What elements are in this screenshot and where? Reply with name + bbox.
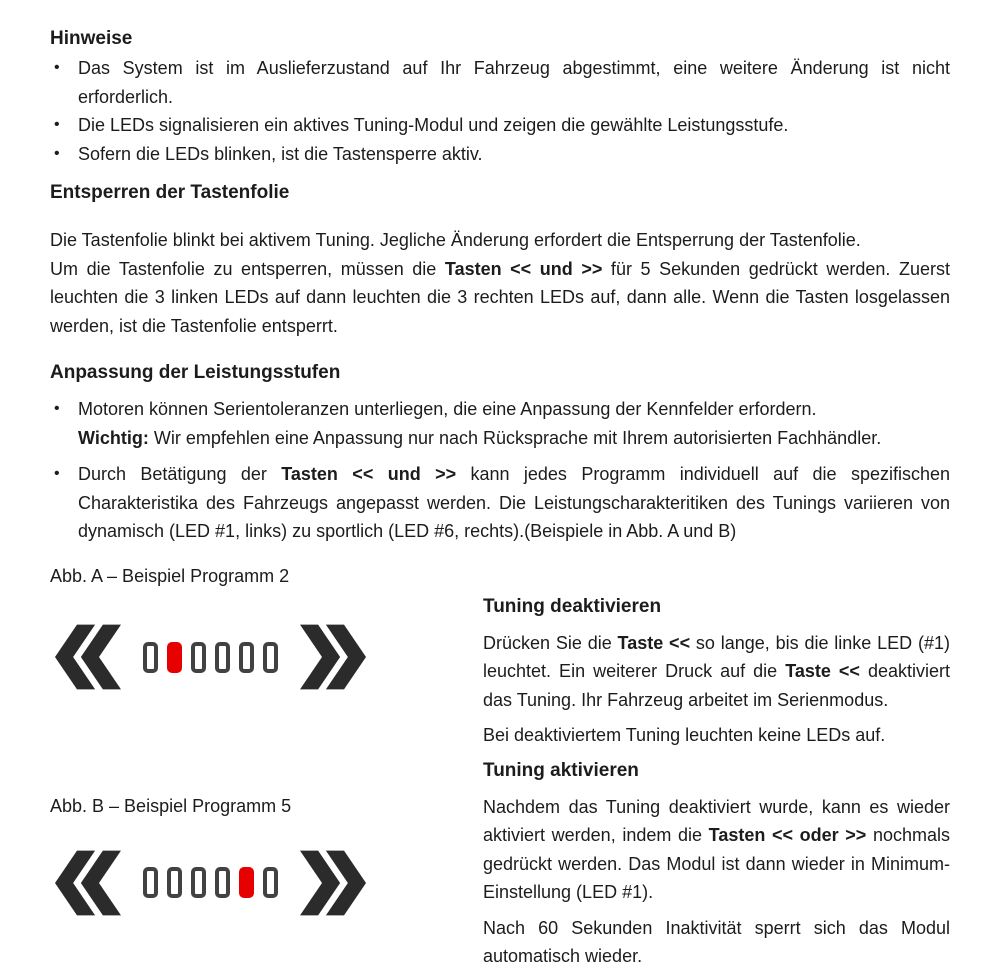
double-chevron-left-icon (55, 624, 121, 690)
instructions-column (483, 558, 950, 971)
anpassung-bullet-list (50, 395, 950, 546)
led-4 (215, 642, 230, 673)
bullet-text: Sofern die LEDs blinken, ist die Tastensperre aktiv. (78, 143, 483, 164)
list-item (50, 395, 950, 452)
text-run: nochmals gedrückt werden. Das Modul ist dann wieder in Minimum-Einstellung (LED #1). (483, 825, 950, 902)
heading-hinweise: Hinweise (50, 28, 133, 49)
led-6 (263, 642, 278, 673)
paragraph (50, 255, 950, 341)
section-entsperren (50, 180, 950, 340)
bold-text-run: Tasten << und >> (444, 258, 603, 279)
led-6 (263, 867, 278, 898)
text-run: deaktiviert das Tuning. Ihr Fahrzeug arbeitet im Serienmodus. (483, 661, 950, 710)
led-2 (167, 867, 182, 898)
list-item (50, 111, 950, 140)
bullet-text (78, 424, 950, 453)
bold-text-run: Taste << (617, 632, 691, 653)
list-item (50, 54, 950, 111)
bullet-text: Motoren können Serientoleranzen unterliegen, die eine Anpassung der Kennfelder erfordern. (78, 399, 817, 419)
bold-text-run: Tasten << oder >> (708, 825, 867, 845)
bullet-icon: • (54, 400, 60, 417)
text-run: kann jedes Programm individuell auf die spezifischen Charakteristika des Fahrzeugs angepasst werden. Die Leistungscharakteritiken des Tunings variieren von dynamisch (LED #1, links) zu sportlich (LED #6, rechts).(Beispiele in Abb. A und B) (78, 464, 950, 541)
heading-anpassung: Anpassung der Leistungsstufen (50, 362, 341, 383)
section-anpassung (50, 360, 950, 546)
bullet-icon: • (54, 465, 60, 482)
figure-b-label: Abb. B – Beispiel Programm 5 (50, 796, 292, 816)
led-4 (215, 867, 230, 898)
bold-text-run: Wichtig: (78, 427, 149, 448)
text-run: Um die Tastenfolie zu entsperren, müssen die (50, 258, 445, 279)
figures-column (50, 558, 483, 971)
led-row (143, 867, 278, 898)
list-item (50, 140, 950, 169)
text-run: Nachdem das Tuning deaktiviert wurde, kann es wieder aktiviert werden, indem die (483, 796, 950, 845)
entsperren-paragraphs (50, 226, 950, 340)
bold-text-run: Tasten << und >> (281, 464, 457, 484)
bullet-text: Die LEDs signalisieren ein aktives Tuning-Modul und zeigen die gewählte Leistungsstufe. (78, 115, 789, 135)
text-run: Durch Betätigung der (78, 464, 282, 484)
paragraph: Nach 60 Sekunden Inaktivität sperrt sich das Modul automatisch wieder. (483, 917, 950, 966)
bullet-text (78, 464, 950, 541)
double-chevron-right-icon (300, 624, 366, 690)
led-row (143, 642, 278, 673)
heading-tuning-aktivieren: Tuning aktivieren (483, 759, 639, 781)
bullet-icon: • (54, 59, 60, 76)
paragraph: Die Tastenfolie blinkt bei aktivem Tuning. Jegliche Änderung erfordert die Entsperrung der Tastenfolie. (50, 230, 861, 250)
led-1 (143, 867, 158, 898)
bullet-text: Das System ist im Auslieferzustand auf Ihr Fahrzeug abgestimmt, eine weitere Änderung ist nicht erforderlich. (78, 58, 950, 107)
bullet-icon: • (54, 116, 60, 133)
led-2-active (167, 642, 182, 673)
section-hinweise (50, 26, 950, 168)
text-run: Drücken Sie die (483, 632, 618, 653)
led-display-b (55, 848, 483, 918)
bold-text-run: Taste << (785, 661, 860, 681)
led-5 (239, 642, 254, 673)
led-display-a (55, 622, 483, 692)
led-5-active (239, 867, 254, 898)
double-chevron-right-icon (300, 850, 366, 916)
paragraph (483, 629, 950, 715)
heading-tuning-deaktivieren: Tuning deaktivieren (483, 595, 662, 617)
list-item (50, 460, 950, 546)
paragraph: Bei deaktiviertem Tuning leuchten keine LEDs auf. (483, 725, 886, 745)
paragraph (483, 793, 950, 907)
text-run: Wir empfehlen eine Anpassung nur nach Rücksprache mit Ihrem autorisierten Fachhändler. (148, 427, 882, 448)
led-1 (143, 642, 158, 673)
heading-entsperren: Entsperren der Tastenfolie (50, 182, 290, 203)
double-chevron-left-icon (55, 850, 121, 916)
figure-a-label: Abb. A – Beispiel Programm 2 (50, 565, 290, 586)
figures-and-instructions (50, 558, 950, 971)
text-run: so lange, bis die linke LED (#1) leuchtet. Ein weiterer Druck auf die (483, 632, 950, 681)
text-run: für 5 Sekunden gedrückt werden. Zuerst leuchten die 3 linken LEDs auf dann leuchten die 3 rechten LEDs auf, dann alle. Wenn die Tasten losgelassen werden, ist die Tastenfolie entsperrt. (50, 258, 950, 336)
hinweise-bullet-list (50, 54, 950, 168)
led-3 (191, 867, 206, 898)
bullet-icon: • (54, 144, 60, 162)
led-3 (191, 642, 206, 673)
